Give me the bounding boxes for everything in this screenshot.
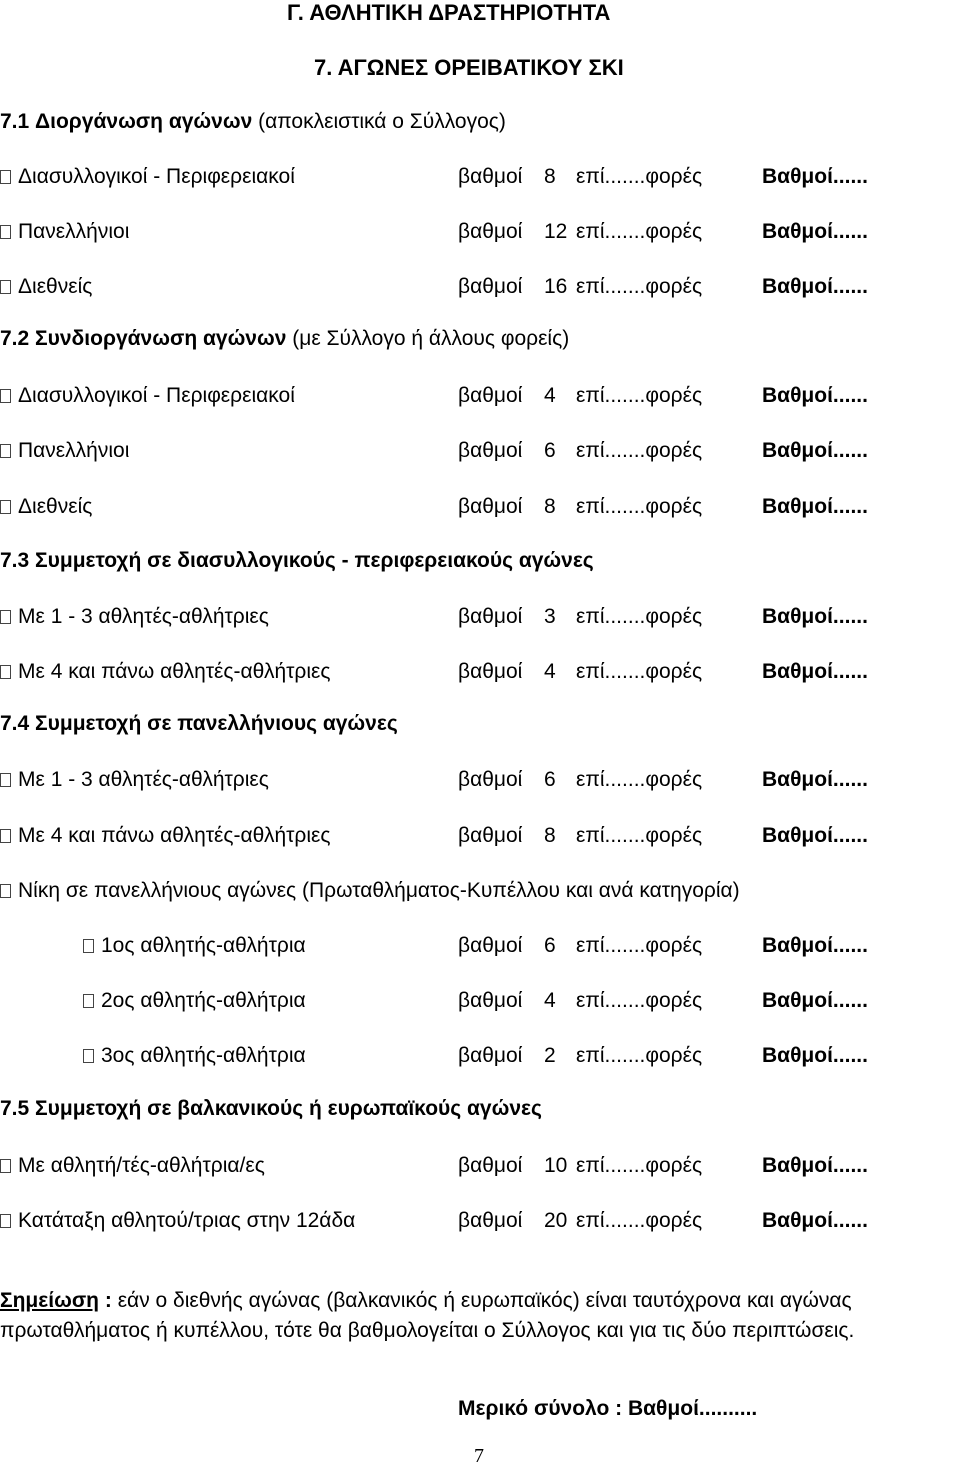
- bullet-icon: [0, 665, 11, 679]
- row-times: επί.......φορές: [576, 275, 703, 298]
- row-result: Βαθμοί......: [762, 934, 868, 957]
- row-label-line: [0, 221, 129, 242]
- row-label-line: [0, 825, 331, 846]
- heading-7-1: [0, 111, 506, 132]
- bullet-icon: [83, 994, 94, 1008]
- row-points: 8: [544, 824, 556, 847]
- note-line-2: πρωταθλήματος ή κυπέλλου, τότε θα βαθμολογείται ο Σύλλογος και για τις δύο περιπτώσεις.: [0, 1319, 855, 1342]
- row-bathmoi: βαθμοί: [458, 220, 523, 243]
- heading-7-4: 7.4 Συμμετοχή σε πανελλήνιους αγώνες: [0, 712, 398, 735]
- row-bathmoi: βαθμοί: [458, 1154, 523, 1177]
- note-text-1: εάν ο διεθνής αγώνας (βαλκανικός ή ευρωπαϊκός) είναι ταυτόχρονα και αγώνας: [117, 1289, 852, 1312]
- row-result: Βαθμοί......: [762, 384, 868, 407]
- row-times: επί.......φορές: [576, 1209, 703, 1232]
- row-label: Διεθνείς: [18, 495, 93, 518]
- row-points: 4: [544, 989, 556, 1012]
- row-label: 1ος αθλητής-αθλήτρια: [101, 934, 306, 957]
- row-bathmoi: βαθμοί: [458, 439, 523, 462]
- row-result: Βαθμοί......: [762, 165, 868, 188]
- bullet-icon: [0, 280, 11, 294]
- heading-7-1-paren: (αποκλειστικά ο Σύλλογος): [252, 110, 506, 133]
- page-number: 7: [474, 1445, 484, 1467]
- heading-7-2-number: 7.2: [0, 327, 30, 350]
- row-result: Βαθμοί......: [762, 439, 868, 462]
- bullet-icon: [0, 444, 11, 458]
- row-times: επί.......φορές: [576, 1154, 703, 1177]
- row-bathmoi: βαθμοί: [458, 660, 523, 683]
- row-times: επί.......φορές: [576, 605, 703, 628]
- row-label-line: [0, 385, 295, 406]
- heading-7-1-number: 7.1: [0, 110, 30, 133]
- bullet-icon: [0, 884, 11, 898]
- row-points: 10: [544, 1154, 568, 1177]
- row-times: επί.......φορές: [576, 220, 703, 243]
- page-title: Γ. ΑΘΛΗΤΙΚΗ ΔΡΑΣΤΗΡΙΟΤΗΤΑ: [287, 0, 611, 25]
- note-label: Σημείωση: [0, 1289, 100, 1312]
- row-label-line: [0, 276, 92, 297]
- bullet-icon: [0, 500, 11, 514]
- row-bathmoi: βαθμοί: [458, 384, 523, 407]
- row-points: 4: [544, 384, 556, 407]
- heading-7-3: 7.3 Συμμετοχή σε διασυλλογικούς - περιφερειακούς αγώνες: [0, 549, 594, 572]
- row-label: Πανελλήνιοι: [18, 439, 130, 462]
- row-times: επί.......φορές: [576, 1044, 703, 1067]
- row-label-line: [83, 935, 306, 956]
- bullet-icon: [0, 1159, 11, 1173]
- row-bathmoi: βαθμοί: [458, 165, 523, 188]
- row-points: 4: [544, 660, 556, 683]
- row-times: επί.......φορές: [576, 384, 703, 407]
- row-result: Βαθμοί......: [762, 989, 868, 1012]
- row-label: Με 1 - 3 αθλητές-αθλήτριες: [18, 605, 269, 628]
- row-points: 6: [544, 439, 556, 462]
- row-times: επί.......φορές: [576, 495, 703, 518]
- row-label: 2ος αθλητής-αθλήτρια: [101, 989, 306, 1012]
- row-label-line: [0, 496, 92, 517]
- row-points: 6: [544, 768, 556, 791]
- row-bathmoi: βαθμοί: [458, 824, 523, 847]
- row-label-line: [0, 440, 129, 461]
- heading-7-2-title: Συνδιοργάνωση αγώνων: [35, 327, 287, 350]
- row-points: 2: [544, 1044, 556, 1067]
- row-bathmoi: βαθμοί: [458, 605, 523, 628]
- row-result: Βαθμοί......: [762, 1209, 868, 1232]
- row-label-line: [83, 990, 306, 1011]
- row-label: Διασυλλογικοί - Περιφερειακοί: [18, 384, 295, 407]
- row-points: 20: [544, 1209, 568, 1232]
- row-label-line: [0, 1155, 265, 1176]
- row-label: Με αθλητή/τές-αθλήτρια/ες: [18, 1154, 265, 1177]
- row-points: 8: [544, 165, 556, 188]
- subtotal: Μερικό σύνολο : Βαθμοί..........: [458, 1397, 758, 1420]
- bullet-icon: [0, 225, 11, 239]
- row-result: Βαθμοί......: [762, 1154, 868, 1177]
- row-bathmoi: βαθμοί: [458, 768, 523, 791]
- nike-line: [0, 880, 740, 901]
- row-bathmoi: βαθμοί: [458, 934, 523, 957]
- row-label-line: [0, 769, 269, 790]
- row-label: Με 1 - 3 αθλητές-αθλήτριες: [18, 768, 269, 791]
- row-times: επί.......φορές: [576, 165, 703, 188]
- heading-7-5: 7.5 Συμμετοχή σε βαλκανικούς ή ευρωπαϊκούς αγώνες: [0, 1097, 542, 1120]
- row-times: επί.......φορές: [576, 768, 703, 791]
- row-bathmoi: βαθμοί: [458, 275, 523, 298]
- row-bathmoi: βαθμοί: [458, 1209, 523, 1232]
- row-times: επί.......φορές: [576, 934, 703, 957]
- row-times: επί.......φορές: [576, 824, 703, 847]
- section-title: 7. ΑΓΩΝΕΣ ΟΡΕΙΒΑΤΙΚΟΥ ΣΚΙ: [314, 55, 624, 80]
- row-label: Με 4 και πάνω αθλητές-αθλήτριες: [18, 824, 331, 847]
- bullet-icon: [0, 829, 11, 843]
- row-bathmoi: βαθμοί: [458, 1044, 523, 1067]
- row-result: Βαθμοί......: [762, 220, 868, 243]
- heading-7-1-title: Διοργάνωση αγώνων: [35, 110, 253, 133]
- bullet-icon: [0, 610, 11, 624]
- row-result: Βαθμοί......: [762, 824, 868, 847]
- bullet-icon: [0, 389, 11, 403]
- row-bathmoi: βαθμοί: [458, 495, 523, 518]
- row-bathmoi: βαθμοί: [458, 989, 523, 1012]
- row-result: Βαθμοί......: [762, 768, 868, 791]
- row-label-line: [0, 661, 331, 682]
- row-result: Βαθμοί......: [762, 605, 868, 628]
- row-result: Βαθμοί......: [762, 275, 868, 298]
- bullet-icon: [0, 1214, 11, 1228]
- row-label-line: [0, 166, 295, 187]
- heading-7-2: [0, 328, 569, 349]
- row-times: επί.......φορές: [576, 660, 703, 683]
- bullet-icon: [0, 170, 11, 184]
- heading-7-2-paren: (με Σύλλογο ή άλλους φορείς): [286, 327, 570, 350]
- nike-text: Νίκη σε πανελλήνιους αγώνες (Πρωταθλήματος-Κυπέλλου και ανά κατηγορία): [18, 879, 740, 902]
- row-points: 12: [544, 220, 568, 243]
- note-line-1: [0, 1290, 852, 1311]
- row-label-line: [0, 606, 269, 627]
- bullet-icon: [0, 773, 11, 787]
- row-label: Διασυλλογικοί - Περιφερειακοί: [18, 165, 295, 188]
- row-result: Βαθμοί......: [762, 495, 868, 518]
- row-points: 3: [544, 605, 556, 628]
- row-label: Με 4 και πάνω αθλητές-αθλήτριες: [18, 660, 331, 683]
- row-label: 3ος αθλητής-αθλήτρια: [101, 1044, 306, 1067]
- note-colon: :: [99, 1289, 118, 1312]
- row-label: Πανελλήνιοι: [18, 220, 130, 243]
- row-label: Κατάταξη αθλητού/τριας στην 12άδα: [18, 1209, 356, 1232]
- bullet-icon: [83, 939, 94, 953]
- row-result: Βαθμοί......: [762, 660, 868, 683]
- row-label-line: [0, 1210, 355, 1231]
- row-label: Διεθνείς: [18, 275, 93, 298]
- row-points: 6: [544, 934, 556, 957]
- row-label-line: [83, 1045, 306, 1066]
- row-points: 16: [544, 275, 568, 298]
- row-points: 8: [544, 495, 556, 518]
- row-result: Βαθμοί......: [762, 1044, 868, 1067]
- bullet-icon: [83, 1049, 94, 1063]
- row-times: επί.......φορές: [576, 439, 703, 462]
- row-times: επί.......φορές: [576, 989, 703, 1012]
